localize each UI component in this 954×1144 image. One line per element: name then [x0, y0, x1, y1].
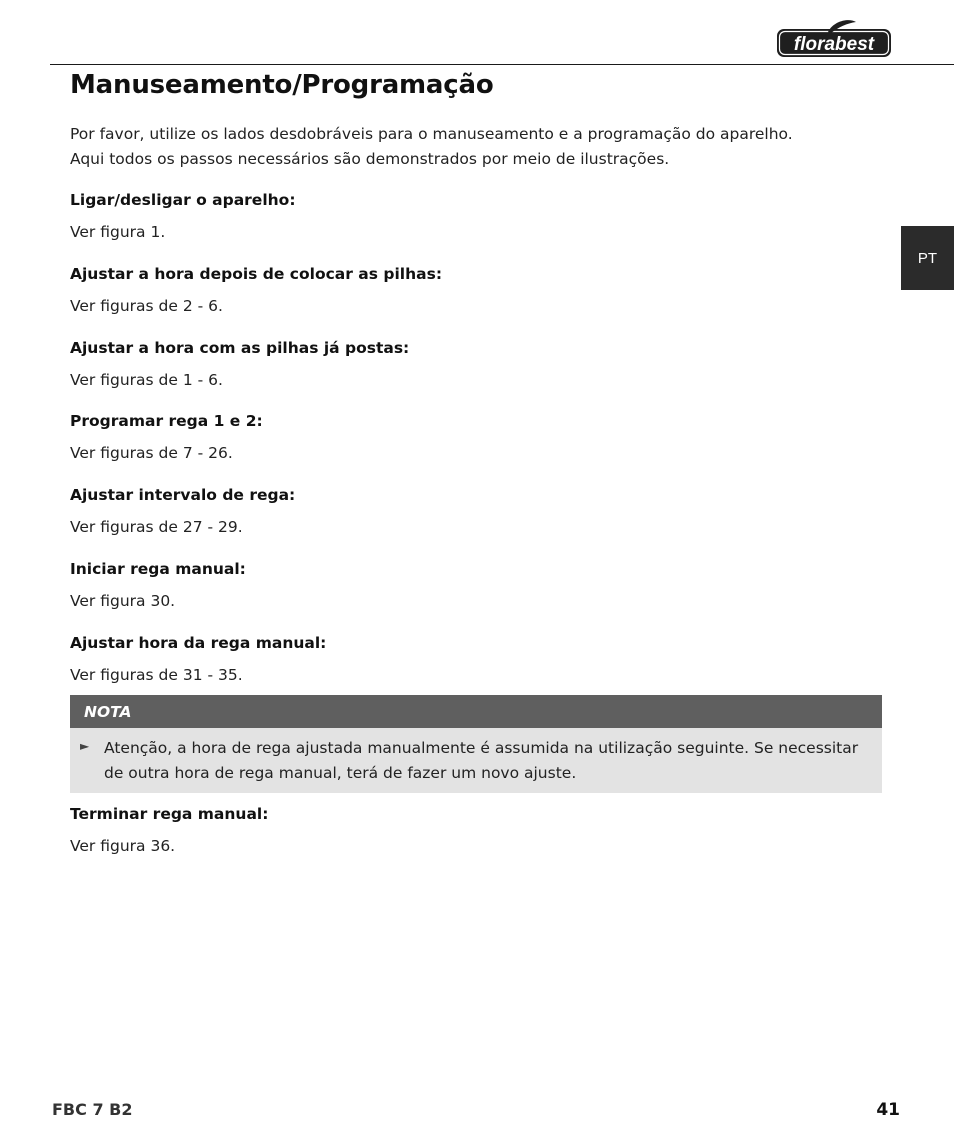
- page-number: 41: [876, 1100, 900, 1120]
- footer-model: FBC 7 B2: [52, 1100, 133, 1119]
- intro-line: Aqui todos os passos necessários são demonstrados por meio de ilustrações.: [70, 150, 670, 168]
- svg-text:florabest: florabest: [793, 34, 875, 55]
- section-text: Ver figuras de 27 - 29.: [70, 518, 243, 536]
- note-box: [70, 695, 882, 793]
- section-on-off: [70, 190, 890, 242]
- section-set-time-after-batteries: [70, 264, 890, 316]
- section-heading: Ajustar hora da rega manual:: [70, 634, 327, 652]
- intro-line: Por favor, utilize os lados desdobráveis para o manuseamento e a programação do aparelho.: [70, 125, 793, 143]
- section-heading: Ajustar intervalo de rega:: [70, 486, 296, 504]
- section-heading: Iniciar rega manual:: [70, 560, 246, 578]
- note-body: [70, 728, 882, 793]
- page-title: Manuseamento/Programação: [70, 70, 494, 100]
- section-manual-watering-time: [70, 633, 890, 685]
- section-text: Ver figuras de 2 - 6.: [70, 297, 223, 315]
- header-divider: [50, 64, 954, 65]
- section-start-manual-watering: [70, 559, 890, 611]
- section-end-manual-watering: [70, 804, 890, 856]
- intro-text: [70, 122, 870, 172]
- florabest-logo: [776, 18, 892, 58]
- section-watering-interval: [70, 485, 890, 537]
- section-program-watering: [70, 411, 890, 463]
- section-heading: Terminar rega manual:: [70, 805, 269, 823]
- section-heading: Programar rega 1 e 2:: [70, 412, 263, 430]
- section-set-time-with-batteries: [70, 338, 890, 390]
- note-text: Atenção, a hora de rega ajustada manualmente é assumida na utilização seguinte. Se necessitar de outra hora de rega manual, terá de fazer um novo ajuste.: [104, 739, 859, 782]
- section-heading: Ajustar a hora com as pilhas já postas:: [70, 339, 410, 357]
- section-text: Ver figuras de 7 - 26.: [70, 444, 233, 462]
- section-text: Ver figura 30.: [70, 592, 176, 610]
- section-heading: Ajustar a hora depois de colocar as pilhas:: [70, 265, 443, 283]
- section-text: Ver figura 36.: [70, 837, 176, 855]
- section-text: Ver figuras de 31 - 35.: [70, 666, 243, 684]
- triangle-right-icon: ►: [80, 739, 90, 753]
- language-tab: [901, 226, 954, 290]
- section-text: Ver figura 1.: [70, 223, 166, 241]
- section-text: Ver figuras de 1 - 6.: [70, 371, 223, 389]
- language-tab-label: PT: [917, 249, 938, 267]
- note-heading: NOTA: [70, 695, 882, 728]
- section-heading: Ligar/desligar o aparelho:: [70, 191, 296, 209]
